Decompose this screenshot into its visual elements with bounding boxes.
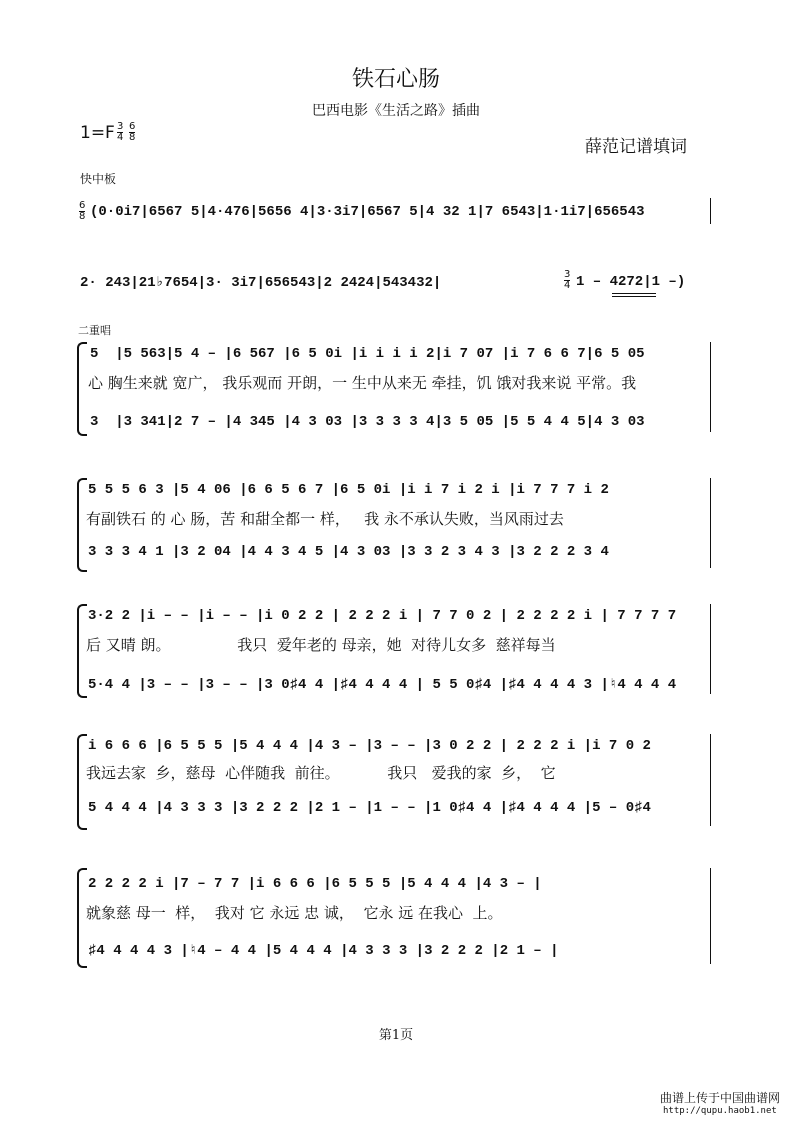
intro-meter-denominator: 8 [79,211,86,222]
system-end-barline [710,868,711,964]
song-subtitle: 巴西电影《生活之路》插曲 [312,103,480,119]
song-title: 铁石心肠 [351,67,440,92]
lower-voice-line: 3 3 3 4 1 |3 2 04 |4 4 3 4 5 |4 3 03 |3 3 2 3 4 3 |3 2 2 2 3 4 [88,544,609,560]
time-signature-a [117,122,123,143]
upper-voice-line: 5 |5 563|5 4 – |6 567 |6 5 0i |i i i i 2|i 7 07 |i 7 6 6 7|6 5 05 [90,346,645,362]
lower-voice-line: 5 4 4 4 |4 3 3 3 |3 2 2 2 |2 1 – |1 – – |1 0♯4 4 |♯4 4 4 4 |5 – 0♯4 [88,800,651,816]
meter-a-numerator: 3 [117,121,124,132]
lyricist-credit: 薛范记谱填词 [585,137,687,157]
meter-b-numerator: 6 [129,121,136,132]
two-part-label: 二重唱 [78,324,111,337]
system-end-barline [710,342,711,432]
system-brace [77,342,87,436]
lower-voice-line: 3 |3 341|2 7 – |4 345 |4 3 03 |3 3 3 3 4|3 5 05 |5 5 4 4 5|4 3 03 [90,414,645,430]
lyric-line: 就象慈 母一 样， 我对 它 永远 忠 诚， 它永 远 在我心 上。 [86,904,503,922]
intro-meter-change-denominator: 4 [564,280,571,291]
lyric-line: 心 胸生来就 宽广， 我乐观而 开朗，一 生中从来无 牵挂，饥 饿对我来说 平常。我 [88,374,637,392]
intro-meter-numerator: 6 [79,200,86,211]
watermark-url: http://qupu.haob1.net [663,1106,777,1116]
barline [710,198,711,224]
intro-line-2-end: 1 – 4272|1 –) [576,274,686,290]
key-signature: 1=F [80,123,115,143]
underline [612,293,656,294]
meter-b-denominator: 8 [129,132,136,143]
lyric-line: 有副铁石 的 心 肠，苦 和甜全都一 样， 我 永不承认失败，当风雨过去 [86,510,564,528]
system-end-barline [710,734,711,826]
lower-voice-line: 5·4 4 |3 – – |3 – – |3 0♯4 4 |♯4 4 4 4 | 5 5 0♯4 |♯4 4 4 4 3 |♮4 4 4 4 [88,677,677,693]
lower-voice-line: ♯4 4 4 4 3 |♮4 – 4 4 |5 4 4 4 |4 3 3 3 |3 2 2 2 |2 1 – | [88,943,559,959]
intro-line-2: 2· 243|21♭7654|3· 3i7|656543|2 2424|543432| [80,275,442,291]
intro-meter-change-numerator: 3 [564,269,571,280]
meter-a-denominator: 4 [117,132,124,143]
upper-voice-line: 2 2 2 2 i |7 – 7 7 |i 6 6 6 |6 5 5 5 |5 4 4 4 |4 3 – | [88,876,542,892]
upper-voice-line: i 6 6 6 |6 5 5 5 |5 4 4 4 |4 3 – |3 – – |3 0 2 2 | 2 2 2 i |i 7 0 2 [88,738,651,754]
intro-meter-change [564,270,570,291]
system-end-barline [710,604,711,694]
lyric-line: 我远去家 乡，慈母 心伴随我 前往。 我只 爱我的家 乡， 它 [86,764,556,782]
lyric-line: 后 又晴 朗。 我只 爱年老的 母亲，她 对待儿女多 慈祥每当 [86,636,556,654]
page-number: 第1页 [378,1028,414,1043]
time-signature-b [129,122,135,143]
tempo-marking: 快中板 [80,172,117,186]
intro-line-1: (0·0i7|6567 5|4·476|5656 4|3·3i7|6567 5|4 32 1|7 6543|1·1i7|656543 [90,204,645,220]
watermark-text: 曲谱上传于中国曲谱网 [660,1091,781,1105]
intro-meter [79,201,85,222]
underline [612,296,656,297]
system-end-barline [710,478,711,568]
upper-voice-line: 5 5 5 6 3 |5 4 06 |6 6 5 6 7 |6 5 0i |i i 7 i 2 i |i 7 7 7 i 2 [88,482,609,498]
upper-voice-line: 3·2 2 |i – – |i – – |i 0 2 2 | 2 2 2 i | 7 7 0 2 | 2 2 2 2 i | 7 7 7 7 [88,608,677,624]
